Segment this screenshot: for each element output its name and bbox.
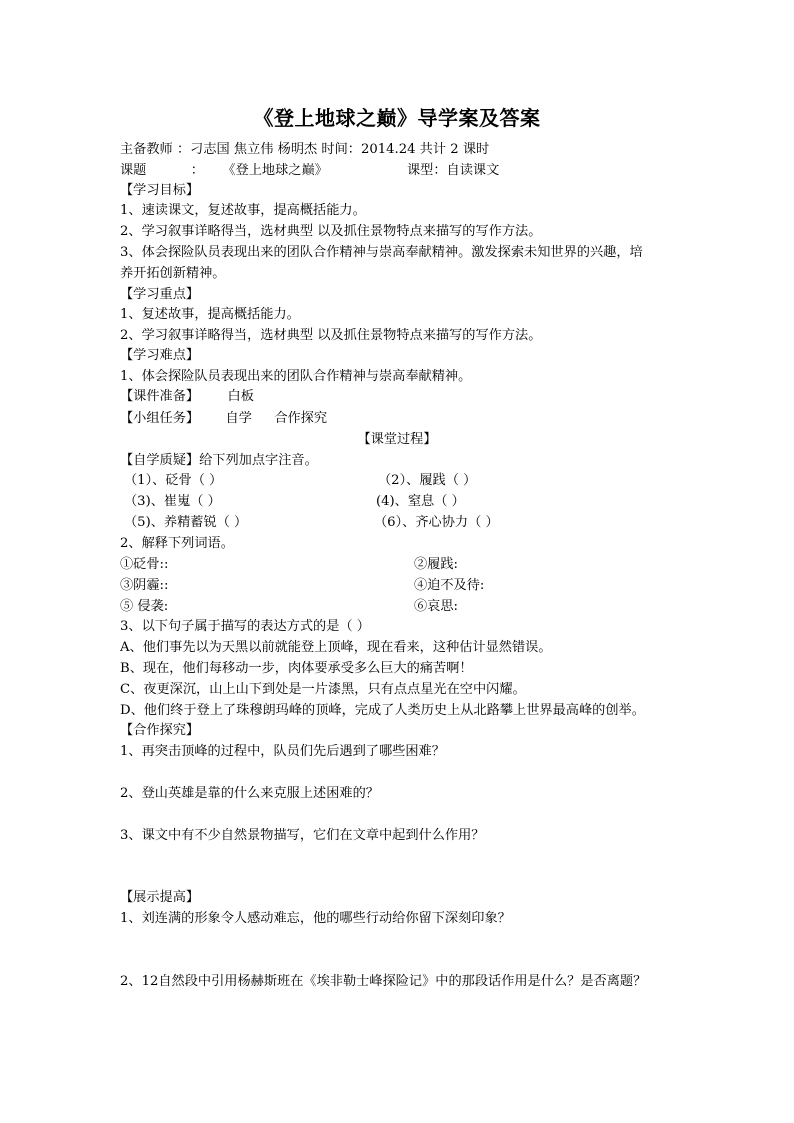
process-heading: 【课堂过程】 (357, 432, 437, 447)
improve-question-2: 2、12自然段中引用杨赫斯班在《埃非勒士峰探险记》中的那段话作用是什么？是否离题？ (120, 974, 647, 989)
explore-question-1: 1、再突击顶峰的过程中，队员们先后遇到了哪些困难？ (120, 744, 445, 759)
topic-line (120, 162, 328, 180)
self-study-heading: 【自学质疑】给下列加点字注音。 (120, 453, 318, 468)
goal-item: 1、速读课文，复述故事，提高概括能力。 (120, 203, 366, 218)
document-title: 《登上地球之巅》导学案及答案 (253, 106, 541, 130)
pinyin-item: (4)、窒息（ ） (376, 494, 465, 509)
explore-question-3: 3、课文中有不少自然景物描写，它们在文章中起到什么作用？ (120, 828, 485, 843)
prep-value: 白板 (227, 389, 254, 404)
topic-label: 课题 (120, 163, 147, 178)
word-item: ⑥哀思: (414, 599, 459, 614)
prep-line (120, 388, 254, 406)
word-item: ①砭骨:: (120, 557, 169, 572)
question-3: 3、以下句子属于描写的表达方式的是（ ） (120, 619, 370, 634)
option-c: C、夜更深沉，山上山下到处是一片漆黑，只有点点星光在空中闪耀。 (120, 682, 526, 697)
group-task-value-2: 合作探究 (274, 411, 328, 426)
topic-colon: ： (190, 163, 204, 178)
option-b: B、现在，他们每移动一步，肉体要承受多么巨大的痛苦啊！ (120, 661, 473, 676)
improve-question-1: 1、刘连满的形象令人感动难忘，他的哪些行动给你留下深刻印象？ (120, 911, 511, 926)
topic-value: 《登上地球之巅》 (222, 163, 328, 178)
difficulty-item: 1、体会探险队员表现出来的团队合作精神与崇高奉献精神。 (120, 369, 472, 384)
explore-question-2: 2、登山英雄是靠的什么来克服上述困难的？ (120, 786, 379, 801)
word-item: ⑤ 侵袭: (120, 599, 169, 614)
pinyin-item: （1）、砭骨（ ） (124, 473, 223, 488)
goal-item: 2、学习叙事详略得当，选材典型 以及抓住景物特点来描写的写作方法。 (120, 224, 542, 239)
prep-label: 【课件准备】 (120, 389, 200, 404)
question-2: 2、解释下列词语。 (120, 536, 234, 551)
pinyin-item: （2）、履践（ ） (378, 473, 477, 488)
goal-item: 3、体会探险队员表现出来的团队合作精神与崇高奉献精神。激发探索未知世界的兴趣，培 (120, 245, 643, 260)
pinyin-item: （5)、养精蓄锐（ ） (124, 515, 248, 530)
key-points-heading: 【学习重点】 (120, 287, 200, 302)
pinyin-item: （3)、崔嵬（ ） (124, 494, 221, 509)
difficulties-heading: 【学习难点】 (120, 348, 200, 363)
group-task-line (120, 410, 327, 428)
goal-item: 养开拓创新精神。 (120, 266, 226, 281)
group-task-value-1: 自学 (225, 411, 252, 426)
key-point-item: 1、复述故事，提高概括能力。 (120, 307, 300, 322)
lesson-type: 课型：自读课文 (407, 163, 500, 178)
teachers-line: 主备教师 ：刁志国 焦立伟 杨明杰 时间：2014.24 共计 2 课时 (120, 142, 490, 157)
word-item: ④迫不及待: (414, 578, 485, 593)
word-item: ③阴霾:: (120, 578, 169, 593)
option-a: A、他们事先以为天黑以前就能登上顶峰，现在看来，这种估计显然错误。 (120, 640, 552, 655)
improve-heading: 【展示提高】 (120, 890, 200, 905)
group-task-label: 【小组任务】 (120, 411, 200, 426)
explore-heading: 【合作探究】 (120, 723, 200, 738)
option-d: D、他们终于登上了珠穆朗玛峰的顶峰，完成了人类历史上从北路攀上世界最高峰的创举。 (120, 703, 645, 718)
pinyin-item: （6）、齐心协力（ ） (374, 515, 499, 530)
goals-heading: 【学习目标】 (120, 183, 200, 198)
key-point-item: 2、学习叙事详略得当，选材典型 以及抓住景物特点来描写的写作方法。 (120, 328, 542, 343)
word-item: ②履践: (414, 557, 459, 572)
